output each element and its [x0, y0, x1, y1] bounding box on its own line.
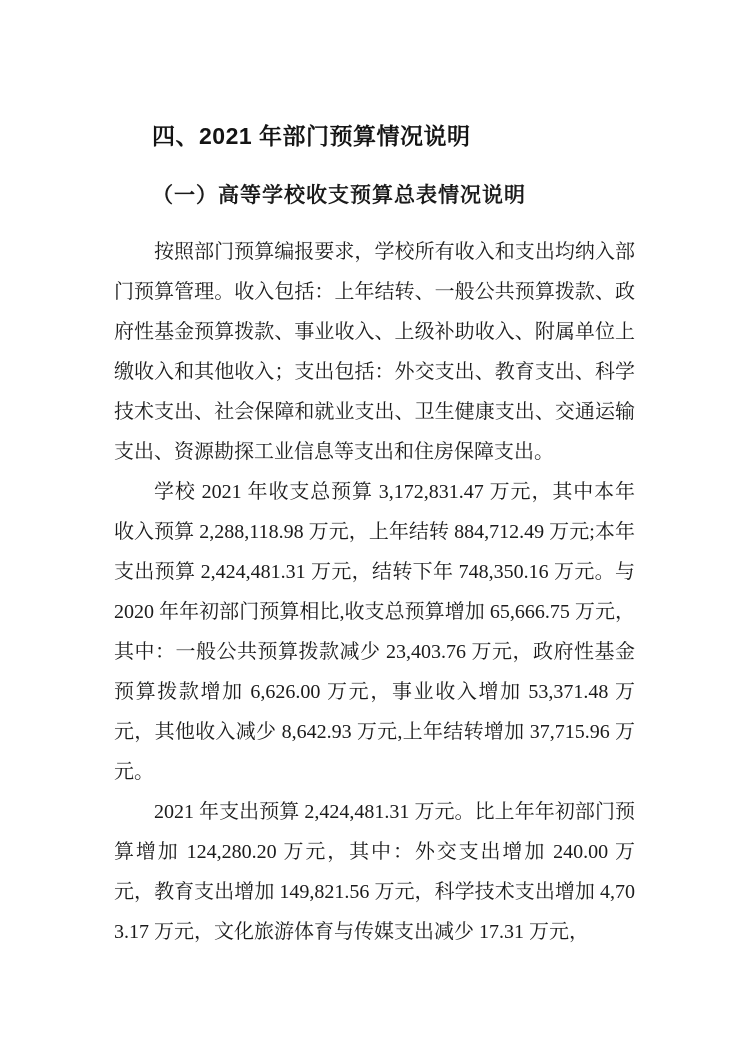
page-content: [114, 120, 635, 952]
paragraph-total-budget: 学校 2021 年收支总预算 3,172,831.47 万元，其中本年收入预算 2,288,118.98 万元，上年结转 884,712.49 万元;本年支出预算 2,424,481.31 万元，结转下年 748,350.16 万元。与 2020 年年初部门预算相比,收支总预算增加 65,666.75 万元，其中：一般公共预算拨款减少 23,403.76 万元，政府性基金预算拨款增加 6,626.00 万元，事业收入增加 53,371.48 万元，其他收入减少 8,642.93 万元,上年结转增加 37,715.96 万元。: [114, 481, 635, 783]
paragraph-budget-scope: 按照部门预算编报要求，学校所有收入和支出均纳入部门预算管理。收入包括：上年结转、一般公共预算拨款、政府性基金预算拨款、事业收入、上级补助收入、附属单位上缴收入和其他收入；支出包括：外交支出、教育支出、科学技术支出、社会保障和就业支出、卫生健康支出、交通运输支出、资源勘探工业信息等支出和住房保障支出。: [114, 241, 635, 463]
section-heading: 四、2021 年部门预算情况说明: [152, 123, 471, 149]
paragraph-expenditure-budget: 2021 年支出预算 2,424,481.31 万元。比上年年初部门预算增加 124,280.20 万元，其中：外交支出增加 240.00 万元，教育支出增加 149,821.56 万元，科学技术支出增加 4,703.17 万元，文化旅游体育与传媒支出减少 17.31 万元，: [114, 801, 635, 943]
subsection-heading: （一）高等学校收支预算总表情况说明: [152, 183, 526, 207]
